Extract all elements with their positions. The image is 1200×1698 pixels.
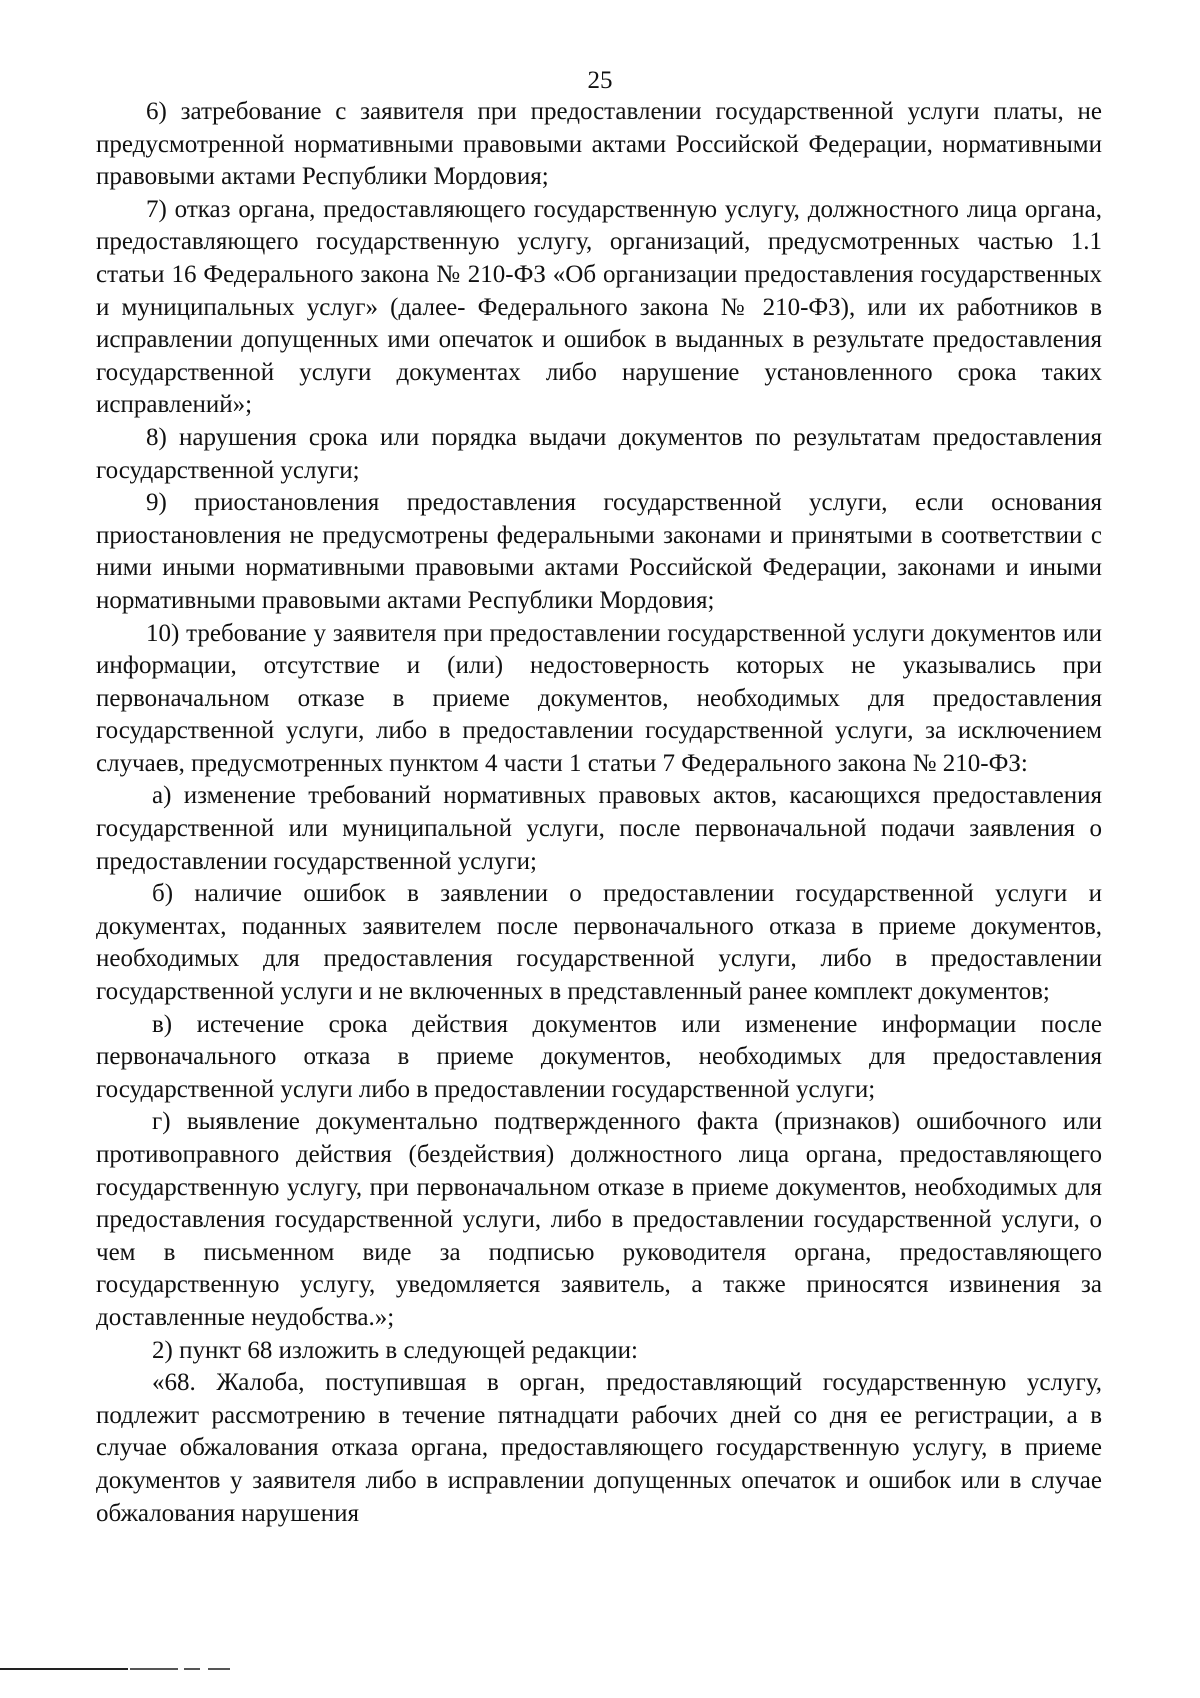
document-body: [96, 96, 1102, 1530]
footer-rule: [0, 1668, 128, 1670]
paragraph-subitem-b: б) наличие ошибок в заявлении о предоставлении государственной услуги и документах, поданных заявителем после первоначального отказа в приеме документов, необходимых для предоставления государственной услуги, либо в предоставлении государственной услуги и не включенных в представленный ранее комплект документов;: [96, 880, 1102, 1006]
paragraph-clause-68: «68. Жалоба, поступившая в орган, предоставляющий государственную услугу, подлежит рассмотрению в течение пятнадцати рабочих дней со дня ее регистрации, а в случае обжалования отказа органа, предоставляющего государственную услугу, в приеме документов у заявителя либо в исправлении допущенных опечаток и ошибок или в случае обжалования нарушения: [96, 1369, 1102, 1527]
footer-rule-segment: [130, 1668, 178, 1670]
paragraph-item-9: 9) приостановления предоставления государственной услуги, если основания приостановления не предусмотрены федеральными законами и принятыми в соответствии с ними иными нормативными правовыми актами Российской Федерации, законами и иными нормативными правовыми актами Республики Мордовия;: [96, 489, 1102, 614]
paragraph-subitem-v: в) истечение срока действия документов или изменение информации после первоначального отказа в приеме документов, необходимых для предоставления государственной услуги либо в предоставлении государственной услуги;: [96, 1010, 1102, 1103]
paragraph-item-8: 8) нарушения срока или порядка выдачи документов по результатам предоставления государственной услуги;: [96, 423, 1102, 484]
footer-rule-segment: [184, 1668, 200, 1670]
paragraph-subitem-a: а) изменение требований нормативных правовых актов, касающихся предоставления государственной или муниципальной услуги, после первоначальной подачи заявления о предоставлении государственной услуги;: [96, 782, 1102, 875]
page-number: 25: [587, 67, 613, 94]
paragraph-item-6: 6) затребование с заявителя при предоставлении государственной услуги платы, не предусмотренной нормативными правовыми актами Российской Федерации, нормативными правовыми актами Республики Мордовия;: [96, 98, 1102, 191]
footer-rule-segment: [208, 1668, 230, 1670]
paragraph-item-10: 10) требование у заявителя при предоставлении государственной услуги документов или информации, отсутствие и (или) недостоверность которых не указывались при первоначальном отказе в приеме документов, необходимых для предоставления государственной услуги, либо в предоставлении государственной услуги, за исключением случаев, предусмотренных пунктом 4 части 1 статьи 7 Федерального закона № 210-ФЗ:: [96, 619, 1102, 777]
paragraph-subitem-g: г) выявление документально подтвержденного факта (признаков) ошибочного или противоправного действия (бездействия) должностного лица органа, предоставляющего государственную услугу, при первоначальном отказе в приеме документов, необходимых для предоставления государственной услуги, либо в предоставлении государственной услуги, о чем в письменном виде за подписью руководителя органа, предоставляющего государственную услугу, уведомляется заявитель, а также приносятся извинения за доставленные неудобства.»;: [96, 1108, 1102, 1331]
paragraph-amendment-2: 2) пункт 68 изложить в следующей редакции:: [152, 1336, 638, 1364]
paragraph-item-7: 7) отказ органа, предоставляющего государственную услугу, должностного лица органа, предоставляющего государственную услугу, организаций, предусмотренных частью 1.1 статьи 16 Федерального закона № 210-ФЗ «Об организации предоставления государственных и муниципальных услуг» (далее- Федерального закона № 210-ФЗ), или их работников в исправлении допущенных ими опечаток и ошибок в выданных в результате предоставления государственной услуги документах либо нарушение установленного срока таких исправлений»;: [96, 195, 1102, 419]
